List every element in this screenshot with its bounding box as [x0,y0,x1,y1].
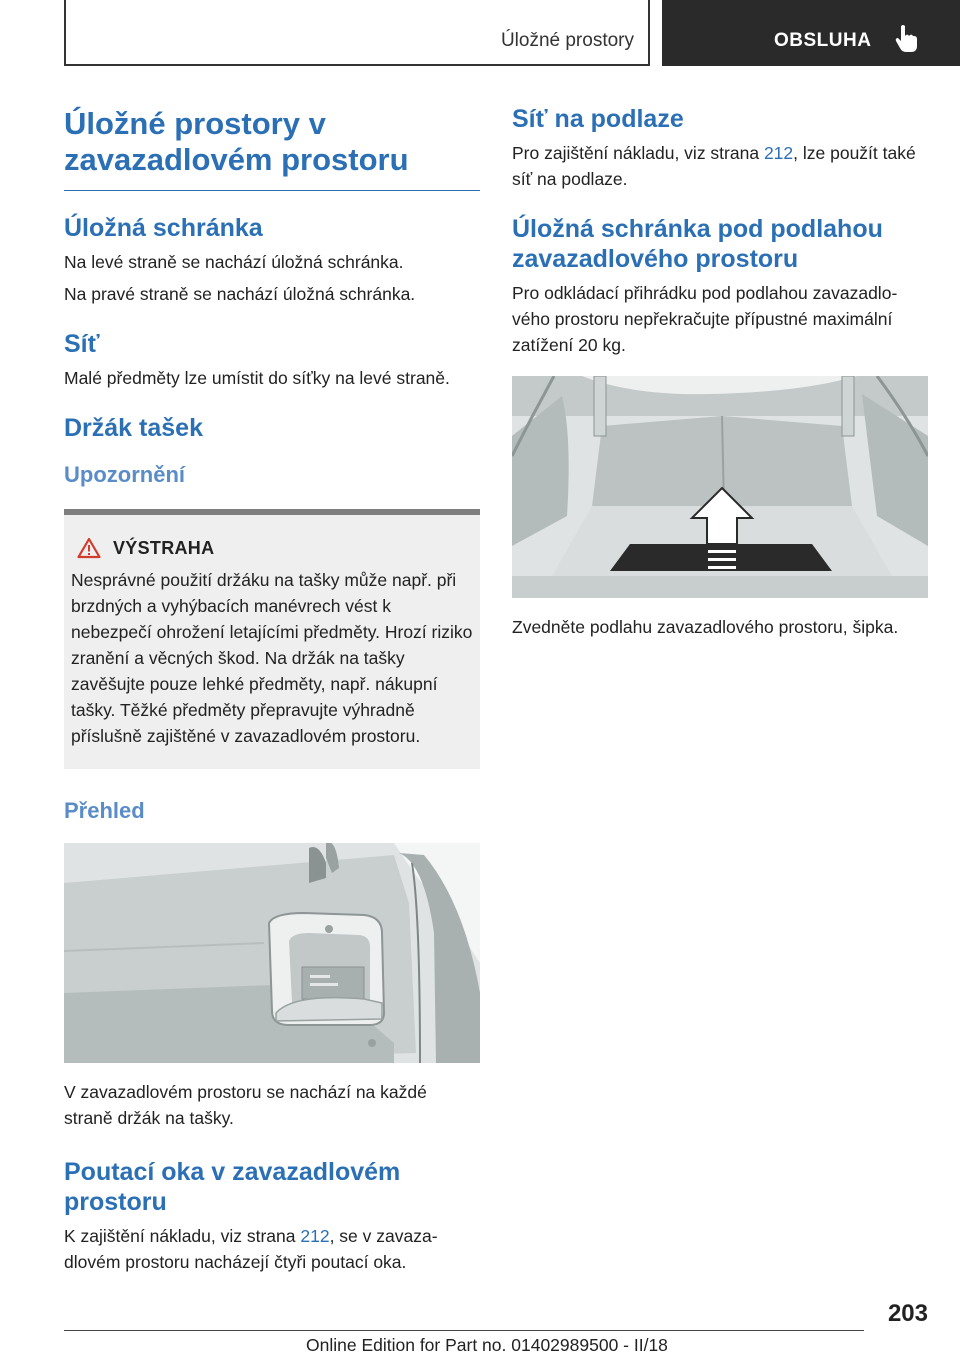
pointing-hand-icon [895,24,921,54]
warning-box [64,509,480,769]
footer-edition: Online Edition for Part no. 01402989500 - II/18 [306,1335,668,1355]
heading-net: Síť [64,330,100,358]
right-column [512,100,928,640]
subheading-notice: Upozornění [64,462,185,487]
heading-floor-net: Síť na podlaze [512,105,684,133]
footer-divider [64,1330,864,1331]
left-column [64,100,480,1275]
page-link-212[interactable]: 212 [763,143,794,163]
heading-bag-holder: Držák tašek [64,414,203,442]
net-text: Malé předměty lze umístit do síťky na levé straně. [64,368,450,388]
warning-header [77,537,474,559]
heading-overview: Přehled [64,798,145,823]
warning-text: Nesprávné použití držáku na tašky může např. při brzdných a vyhýbacích manévrech vést k nebezpečí ohrožení letajícími předměty. Hrozí riziko zranění a věcných škod. Na držák na tašky zavěšujte pouze lehké předměty, např. nákupní tašky. Těžké předměty přepravujte výhradně příslušně zajištěné v zavazadlovém prostoru. [71,570,473,746]
tie-down-text [64,1223,480,1275]
page-link-212[interactable]: 212 [300,1226,330,1246]
tie-down-text-before: K zajištění nákladu, viz strana [64,1226,301,1246]
header-chapter-box [662,0,960,66]
heading-tie-down: Poutací oka v zavazadlovém prostoru [64,1158,401,1216]
header-section-box [64,0,650,66]
header-section-title: Úložné prostory [500,30,634,51]
tie-down-text-after: , se v zavazadlovém prostoru nacházejí čtyři poutací oka. [64,1226,438,1272]
floor-net-text-before: Pro zajištění nákladu, viz strana [512,143,764,163]
floor-net-text-after: , lze použít také síť na podlaze. [512,143,916,189]
underfloor-illustration [512,376,928,598]
heading-storage-box: Úložná schránka [64,214,263,242]
floor-net-text [512,140,928,192]
underfloor-text: Pro odkládací přihrádku pod podlahou zavazadlového prostoru nepřekračujte přípustné maximální zatížení 20 kg. [512,283,898,355]
page-number: 203 [887,1300,928,1327]
heading-underfloor-box: Úložná schránka pod podlahou zavazadlového prostoru [512,215,883,273]
bag-holder-illustration [64,843,480,1063]
warning-triangle-icon [77,537,101,559]
storage-box-text-right: Na pravé straně se nachází úložná schránka. [64,284,416,304]
page-title: Úložné prostory v zavazadlovém prostoru [64,106,480,191]
page-header [0,0,960,66]
underfloor-caption: Zvedněte podlahu zavazadlového prostoru, šipka. [512,617,899,637]
overview-caption: V zavazadlovém prostoru se nachází na každé straně držák na tašky. [64,1082,427,1128]
storage-box-text-left: Na levé straně se nachází úložná schránka. [64,252,404,272]
warning-title: VÝSTRAHA [113,537,215,558]
header-chapter-title: OBSLUHA [774,30,872,51]
